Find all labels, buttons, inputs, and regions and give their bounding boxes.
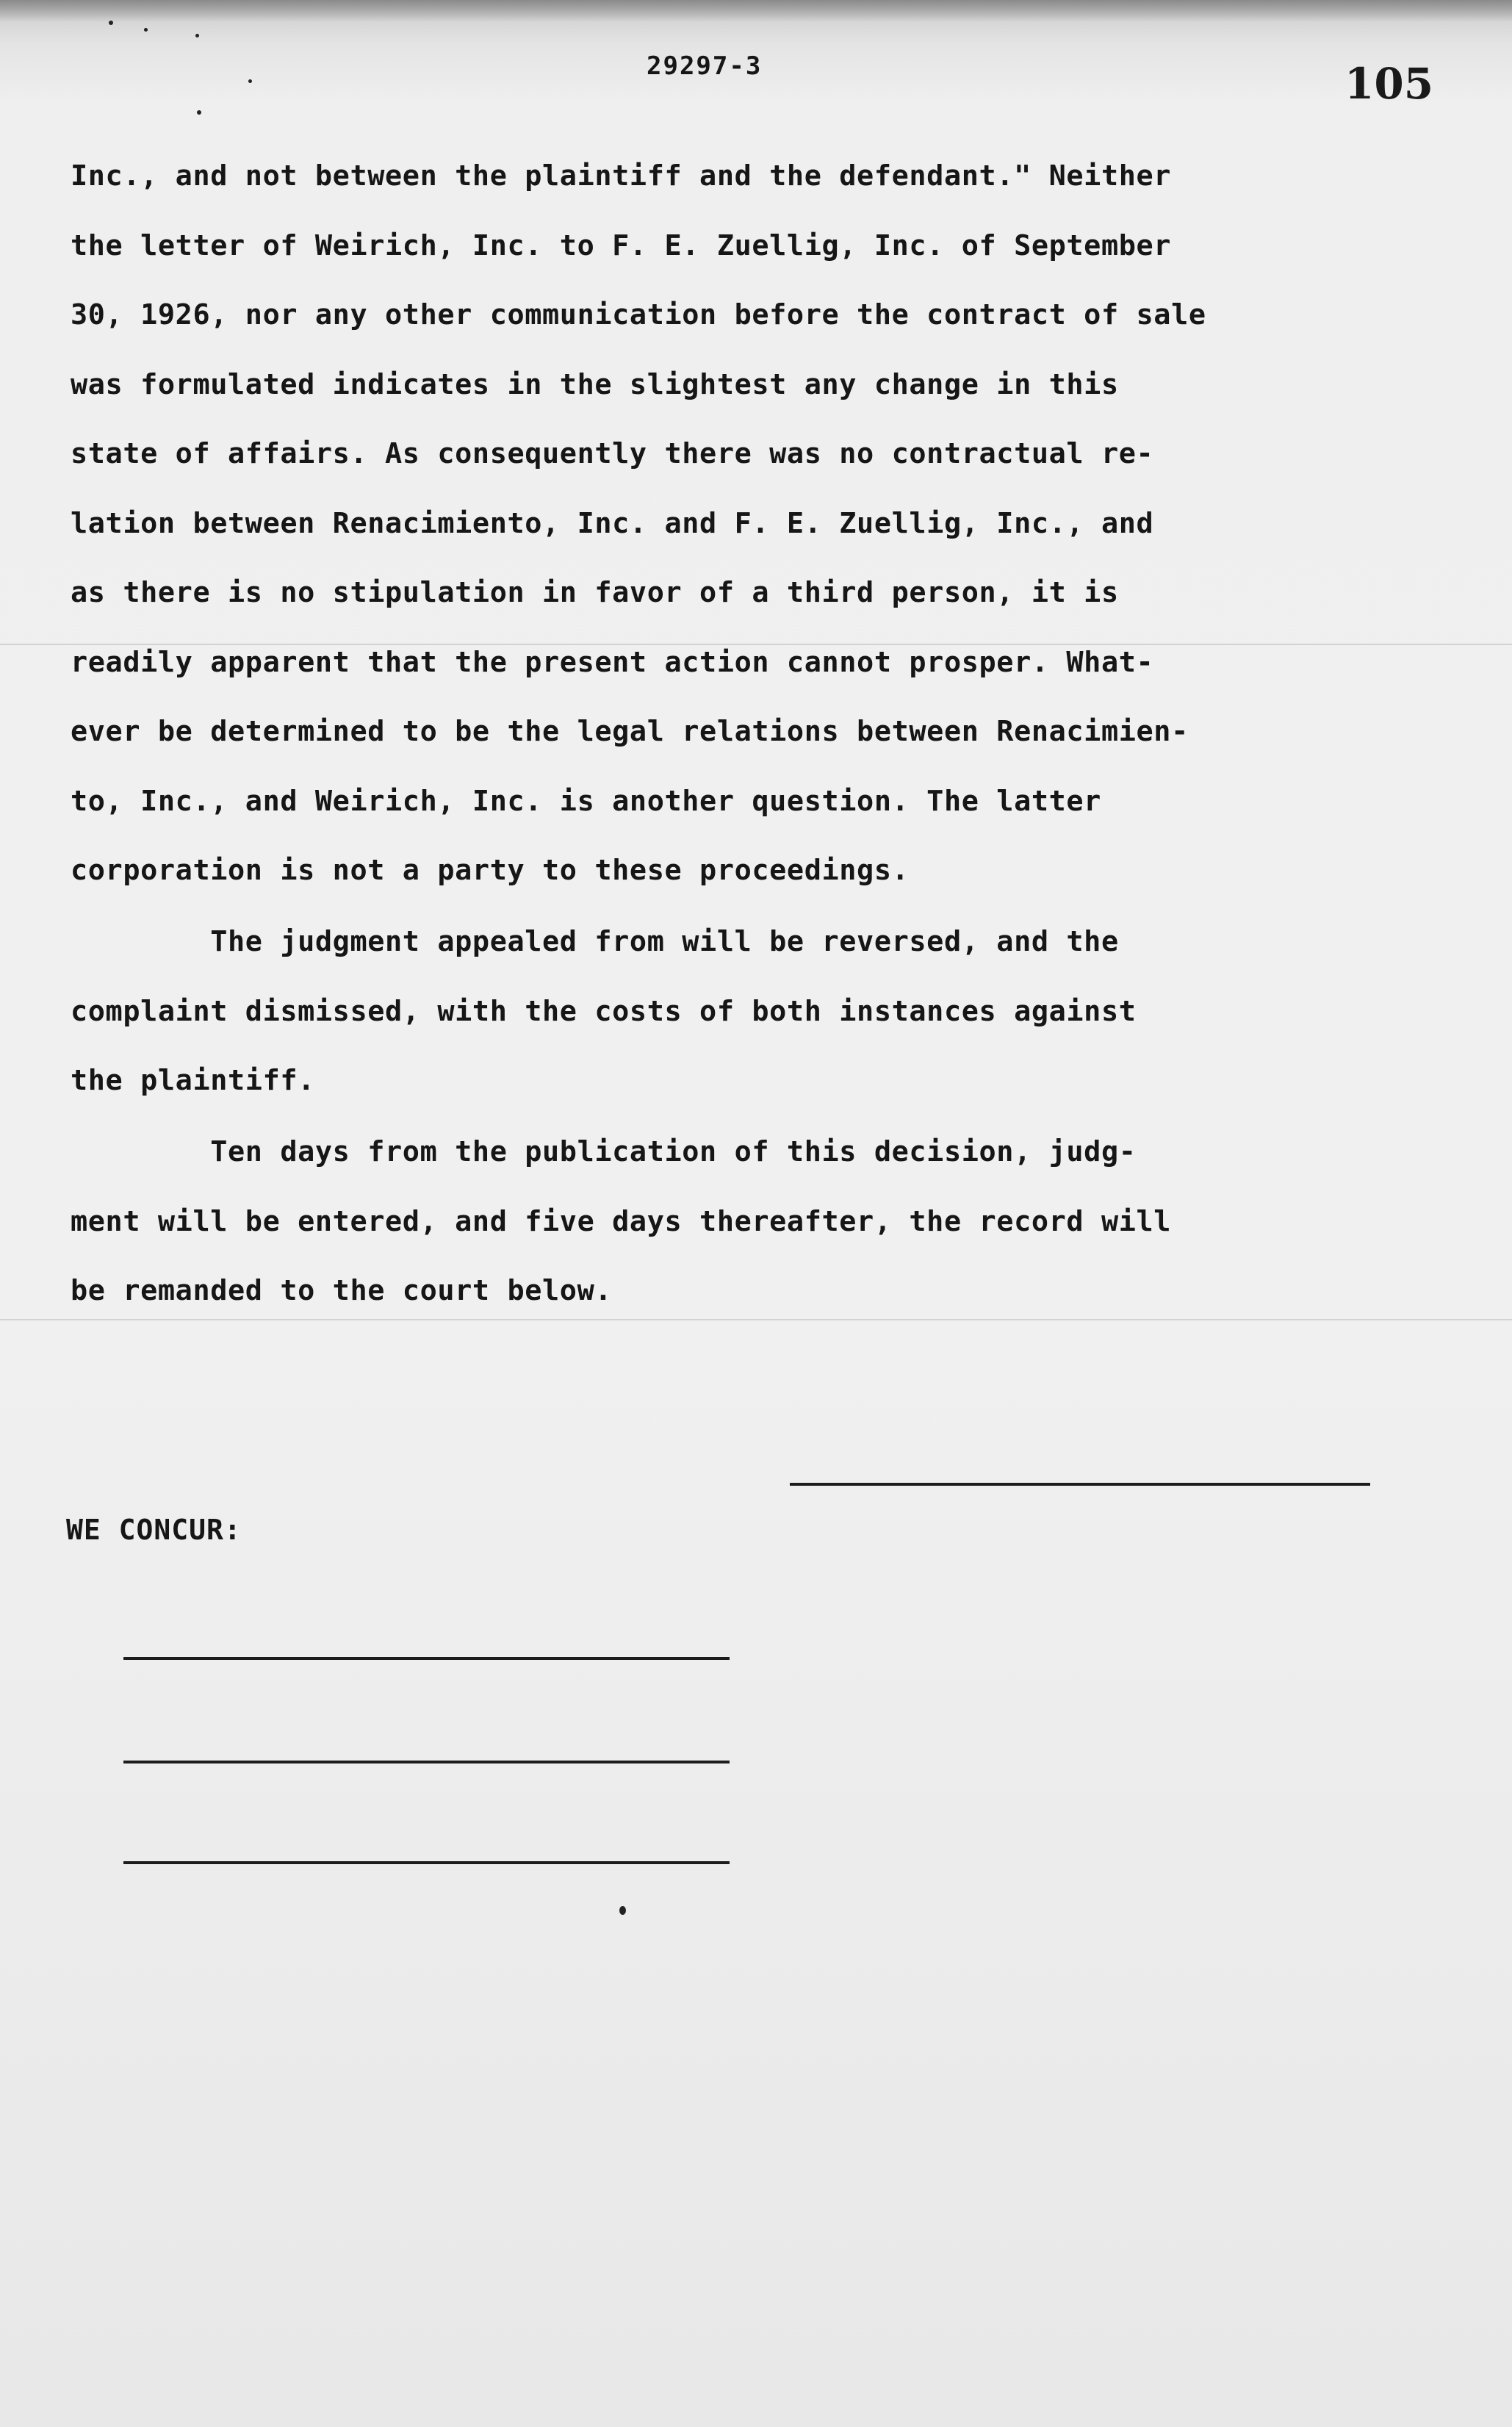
punch-mark — [144, 28, 148, 32]
paragraph-3 — [71, 1118, 1452, 1326]
concurring-signature-line — [123, 1761, 730, 1763]
text-line: the letter of Weirich, Inc. to F. E. Zuellig, Inc. of September — [71, 229, 1172, 262]
text-line: was formulated indicates in the slightest any change in this — [71, 367, 1119, 401]
text-line: ment will be entered, and five days thereafter, the record will — [71, 1204, 1172, 1238]
punch-mark — [109, 21, 113, 25]
page-number: 105 — [1344, 59, 1434, 109]
text-line: state of affairs. As consequently there was no contractual re- — [71, 437, 1154, 470]
text-line: corporation is not a party to these proceedings. — [71, 854, 910, 887]
text-line: to, Inc., and Weirich, Inc. is another question. The latter — [71, 784, 1101, 818]
case-number: 29297-3 — [647, 51, 763, 81]
text-line: be remanded to the court below. — [71, 1274, 613, 1307]
scan-shadow — [0, 0, 1512, 22]
paragraph-2 — [71, 907, 1452, 1116]
punch-mark — [195, 34, 199, 37]
concurring-signature-line — [123, 1861, 730, 1864]
concur-label: WE CONCUR: — [66, 1514, 242, 1546]
text-line: 30, 1926, nor any other communication before the contract of sale — [71, 298, 1206, 331]
author-signature-line — [790, 1483, 1370, 1486]
text-line: as there is no stipulation in favor of a third person, it is — [71, 576, 1119, 609]
ink-dot — [619, 1906, 626, 1915]
text-line: Ten days from the publication of this decision, judg- — [71, 1135, 1137, 1168]
paragraph-1 — [71, 142, 1452, 906]
text-line: The judgment appealed from will be reversed, and the — [71, 925, 1119, 958]
text-line: readily apparent that the present action cannot prosper. What- — [71, 645, 1154, 679]
text-line: complaint dismissed, with the costs of both instances against — [71, 994, 1137, 1028]
concurring-signature-line — [123, 1657, 730, 1660]
punch-mark — [248, 79, 252, 83]
text-line: the plaintiff. — [71, 1064, 315, 1097]
text-line: ever be determined to be the legal relations between Renacimien- — [71, 715, 1189, 748]
punch-mark — [197, 110, 201, 115]
text-line: Inc., and not between the plaintiff and the defendant." Neither — [71, 159, 1172, 193]
text-line: lation between Renacimiento, Inc. and F. E. Zuellig, Inc., and — [71, 506, 1154, 540]
